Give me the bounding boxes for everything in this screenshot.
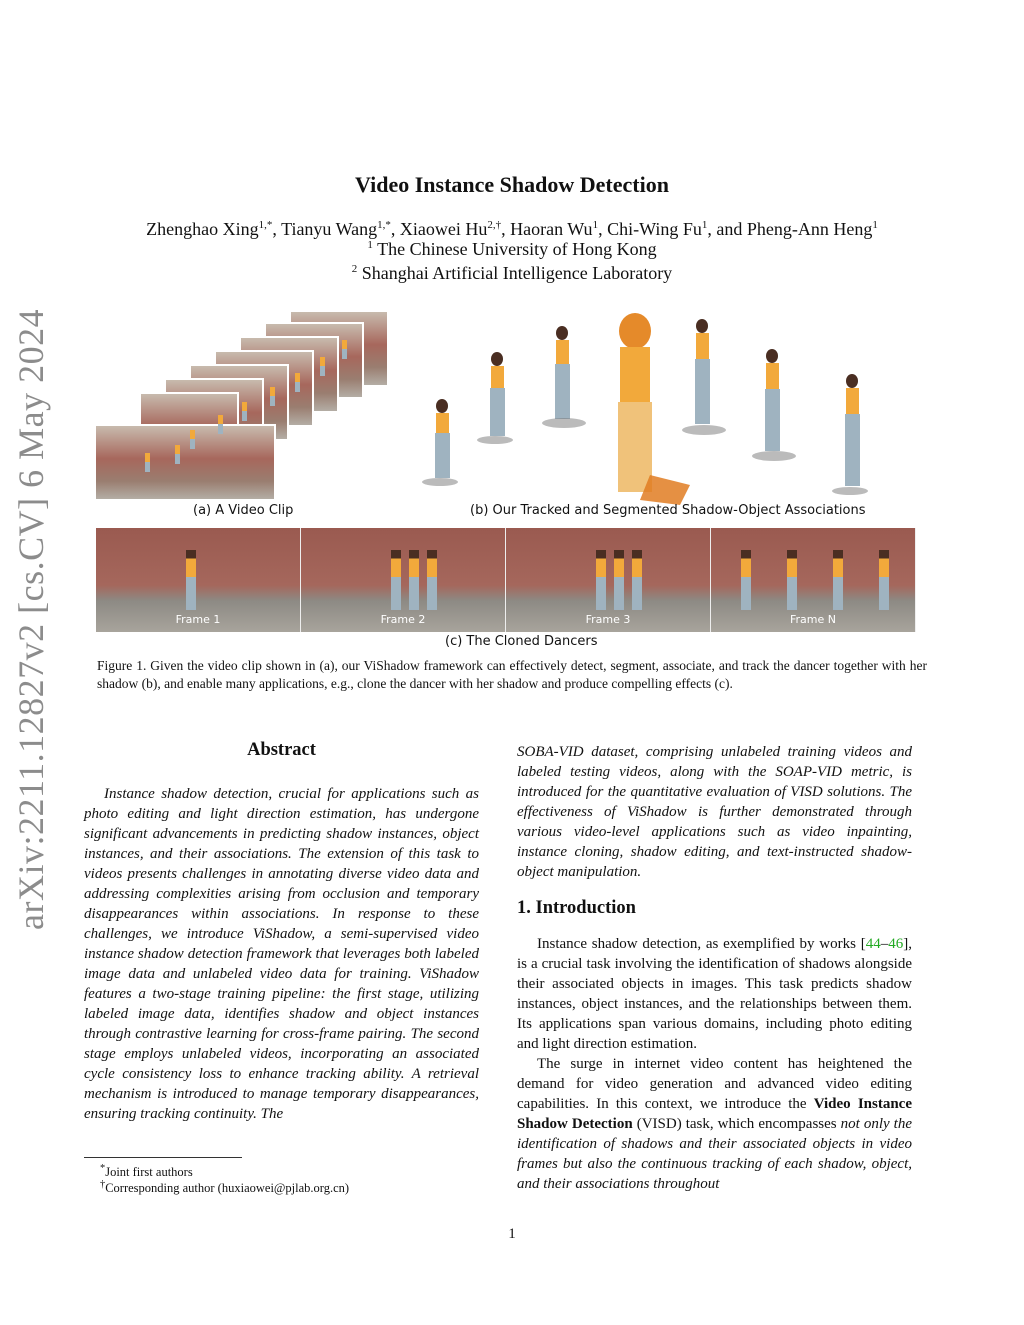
- abstract-heading: Abstract: [247, 740, 316, 760]
- cloned-frame: [711, 528, 916, 632]
- figure-b-label: (b) Our Tracked and Segmented Shadow-Object Associations: [470, 503, 866, 518]
- figure-a-label: (a) A Video Clip: [193, 503, 294, 518]
- paper-title: Video Instance Shadow Detection: [355, 172, 669, 197]
- intro-paragraph-2: The surge in internet video content has heightened the demand for video generation and advanced video editing capabilities. In this context, we introduce the Video Instance Shadow Detection (VISD) task, which encompasses not only the identification of shadows and their associated objects in video frames but also the continuous tracking of each shadow, object, and their associations throughout: [517, 1056, 912, 1192]
- frame-label: Frame 1: [175, 613, 221, 626]
- intro-paragraph-1: Instance shadow detection, as exemplified by works [44–46], is a crucial task involving the identification of shadows alongside their associated objects in images. This task predicts shadow instances, object instances, and the relationships between them. Its applications span various domains, including photo editing and light direction estimation.: [517, 936, 912, 1052]
- frame-label: Frame N: [790, 613, 836, 626]
- author-name: Pheng-Ann Heng$^1$: [746, 219, 878, 239]
- dancer-sequence: [422, 313, 868, 505]
- dancer-figure: [427, 550, 437, 610]
- page-number: 1: [508, 1226, 516, 1242]
- author-name: Xiaowei $Hu^{2,\dagger}$: [399, 219, 502, 239]
- author-name: Haoran Wu$^1$: [510, 219, 599, 239]
- dancer-figure: [787, 550, 797, 610]
- introduction-heading: 1. Introduction: [517, 898, 636, 918]
- citation-46[interactable]: 46: [888, 936, 904, 952]
- footnote-2: †Corresponding author (huxiaowei@pjlab.org.cn): [100, 1179, 350, 1196]
- dancer-figure: [879, 550, 889, 610]
- stacked-frames: [95, 311, 388, 500]
- dancer-figure: [391, 550, 401, 610]
- author-name: Chi-Wing Fu$^1$: [607, 219, 708, 239]
- highlighted-dancer: [618, 313, 690, 505]
- footnote-divider: [84, 1157, 242, 1158]
- author-name: Tianyu Wang$^{1,*}$: [281, 219, 391, 239]
- affiliation-1: $^1$ The Chinese University of Hong Kong: [367, 239, 657, 259]
- frame-label: Frame 3: [585, 613, 631, 626]
- figure-caption: Figure 1. Given the video clip shown in (a), our ViShadow framework can effectively detect, segment, associate, and track the dancer together with her shadow (b), and enable many applications, e.g., clone the dancer with her shadow and produce compelling effects (c).: [97, 658, 927, 691]
- arxiv-stamp: arXiv:2211.12827v2 [cs.CV] 6 May 2024: [11, 308, 51, 930]
- author-list: Zhenghao Xing$^{1,*}$, Tianyu Wang$^{1,*}$, Xiaowei $Hu^{2,\dagger}$, Haoran Wu$^1$, Chi-Wing Fu$^1$, and Pheng-Ann Heng$^1$: [146, 219, 878, 239]
- abstract-text-right: SOBA-VID dataset, comprising unlabeled training videos and labeled testing videos, along with the SOAP-VID metric, is introduced for the quantitative evaluation of VISD solutions. The effectiveness of ViShadow is further demonstrated through various video-level applications such as video inpainting, instance cloning, shadow editing, and text-instructed shadow-object manipulation.: [517, 744, 912, 880]
- abstract-text-left: Instance shadow detection, crucial for applications such as photo editing and light direction estimation, has undergone significant advancements in predicting shadow instances, object instances, and their associations. The extension of this task to videos presents challenges in annotating diverse video data and addressing complexities arising from occlusion and temporary disappearances within associations. In response to these challenges, we introduce ViShadow, a semi-supervised video instance shadow detection framework that leverages both labeled image data and unlabeled video data for training. ViShadow features a two-stage training pipeline: the first stage, utilizing labeled image data, identifies shadow and object instances through contrastive learning for cross-frame pairing. The second stage employs unlabeled videos, incorporating an associated cycle consistency loss to enhance tracking ability. A retrieval mechanism is introduced to manage temporary disappearances, ensuring tracking continuity. The: [84, 786, 479, 1122]
- dancer-figure: [632, 550, 642, 610]
- figure-a-video-clip: [90, 305, 400, 505]
- dancer-figure: [833, 550, 843, 610]
- figure-c-frames: [96, 528, 916, 632]
- citation-44[interactable]: 44: [865, 936, 881, 952]
- frame-label: Frame 2: [380, 613, 426, 626]
- figure-c-label: (c) The Cloned Dancers: [445, 634, 598, 649]
- footnote-1: *Joint first authors: [100, 1163, 193, 1180]
- dancer-figure: [614, 550, 624, 610]
- affiliation-2: $^2$ Shanghai Artificial Intelligence Laboratory: [351, 263, 673, 283]
- figure-b-tracked-associations: [400, 305, 900, 505]
- author-name: Zhenghao Xing$^{1,*}$: [146, 219, 273, 239]
- dancer-figure: [409, 550, 419, 610]
- dancer-figure: [741, 550, 751, 610]
- cloned-frame: [301, 528, 506, 632]
- cloned-frame: [506, 528, 711, 632]
- cloned-frame: [96, 528, 301, 632]
- dancer-figure: [186, 550, 196, 610]
- dancer-figure: [596, 550, 606, 610]
